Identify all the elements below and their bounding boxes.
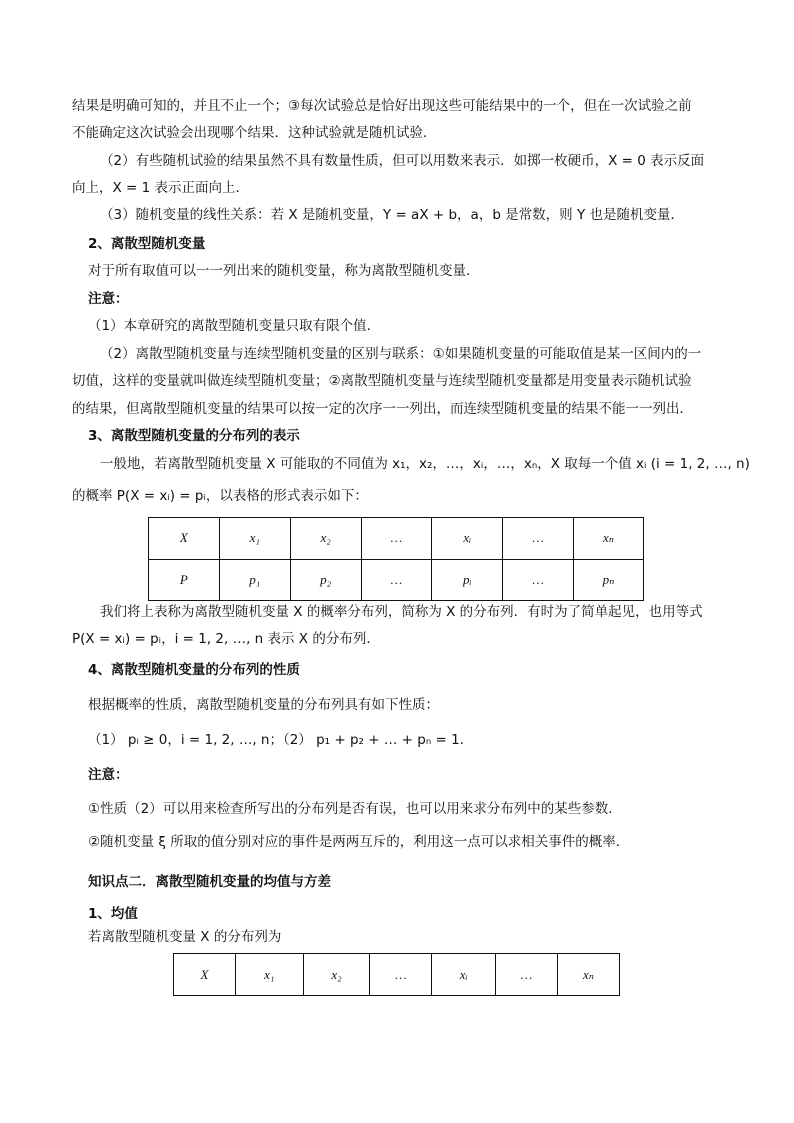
paragraph-line: 对于所有取值可以一一列出来的随机变量，称为离散型随机变量．	[88, 263, 480, 279]
paragraph-line: 的概率 P(X = xᵢ) = pᵢ，以表格的形式表示如下：	[72, 488, 368, 504]
table-cell: pₙ	[574, 559, 644, 601]
paragraph-line: （2）有些随机试验的结果虽然不具有数量性质，但可以用数来表示．如掷一枚硬币，X = 0 表示反面	[100, 153, 705, 169]
distribution-table	[148, 517, 644, 601]
formula-line: （1） pᵢ ≥ 0，i = 1, 2, …, n；（2） p₁ + p₂ + … + pₙ = 1．	[88, 732, 474, 748]
table-row	[149, 559, 644, 601]
table-cell: …	[361, 559, 432, 601]
paragraph-line: 一般地，若离散型随机变量 X 可能取的不同值为 x₁，x₂，…，xᵢ，…，xₙ，X 取每一个值 xᵢ (i = 1, 2, …, n)	[100, 456, 750, 472]
table-row	[174, 954, 620, 996]
table-cell: …	[361, 518, 432, 560]
table-cell: p₁	[219, 559, 290, 601]
note-heading: 注意：	[88, 291, 129, 307]
table-cell: …	[503, 559, 574, 601]
paragraph-line: 我们将上表称为离散型随机变量 X 的概率分布列，简称为 X 的分布列．有时为了简单起见，也用等式	[100, 604, 703, 620]
note-heading: 注意：	[88, 767, 129, 783]
paragraph-line: 根据概率的性质，离散型随机变量的分布列具有如下性质：	[88, 697, 439, 713]
mean-distribution-table	[173, 953, 620, 996]
table-cell: …	[496, 954, 558, 996]
paragraph-line: 若离散型随机变量 X 的分布列为	[88, 929, 282, 945]
table-cell: xₙ	[558, 954, 620, 996]
knowledge-point-heading: 知识点二．离散型随机变量的均值与方差	[88, 874, 331, 890]
paragraph-line: （2）离散型随机变量与连续型随机变量的区别与联系：①如果随机变量的可能取值是某一区间内的一	[100, 346, 702, 362]
paragraph-line: 切值，这样的变量就叫做连续型随机变量；②离散型随机变量与连续型随机变量都是用变量表示随机试验	[72, 373, 692, 389]
paragraph-line: 结果是明确可知的，并且不止一个；③每次试验总是恰好出现这些可能结果中的一个，但在一次试验之前	[72, 98, 692, 114]
table-cell: x₁	[235, 954, 303, 996]
section-heading: 4、离散型随机变量的分布列的性质	[88, 662, 300, 678]
paragraph-line: P(X = xᵢ) = pᵢ，i = 1, 2, …, n 表示 X 的分布列．	[72, 631, 380, 647]
table-cell: …	[503, 518, 574, 560]
paragraph-line: 不能确定这次试验会出现哪个结果．这种试验就是随机试验．	[72, 125, 437, 141]
table-cell: X	[149, 518, 220, 560]
paragraph-line: （1）本章研究的离散型随机变量只取有限个值．	[88, 318, 381, 334]
table-cell: P	[149, 559, 220, 601]
table-cell: xᵢ	[432, 954, 496, 996]
paragraph-line: 的结果，但离散型随机变量的结果可以按一定的次序一一列出，而连续型随机变量的结果不能一一列出．	[72, 401, 693, 417]
table-cell: p₂	[290, 559, 361, 601]
paragraph-line: ②随机变量 ξ 所取的值分别对应的事件是两两互斥的，利用这一点可以求相关事件的概率．	[88, 834, 630, 850]
table-cell: pᵢ	[432, 559, 503, 601]
table-cell: xₙ	[574, 518, 644, 560]
table-cell: X	[174, 954, 236, 996]
table-cell: x₂	[303, 954, 370, 996]
table-cell: x₁	[219, 518, 290, 560]
table-cell: …	[370, 954, 432, 996]
paragraph-line: 向上，X = 1 表示正面向上．	[72, 180, 250, 196]
table-row	[149, 518, 644, 560]
section-heading: 3、离散型随机变量的分布列的表示	[88, 428, 300, 444]
table-cell: xᵢ	[432, 518, 503, 560]
table-cell: x₂	[290, 518, 361, 560]
paragraph-line: ①性质（2）可以用来检查所写出的分布列是否有误，也可以用来求分布列中的某些参数．	[88, 801, 622, 817]
section-heading: 1、均值	[88, 906, 138, 922]
paragraph-line: （3）随机变量的线性关系：若 X 是随机变量，Y = aX + b，a，b 是常数，则 Y 也是随机变量．	[100, 207, 685, 223]
section-heading: 2、离散型随机变量	[88, 236, 206, 252]
